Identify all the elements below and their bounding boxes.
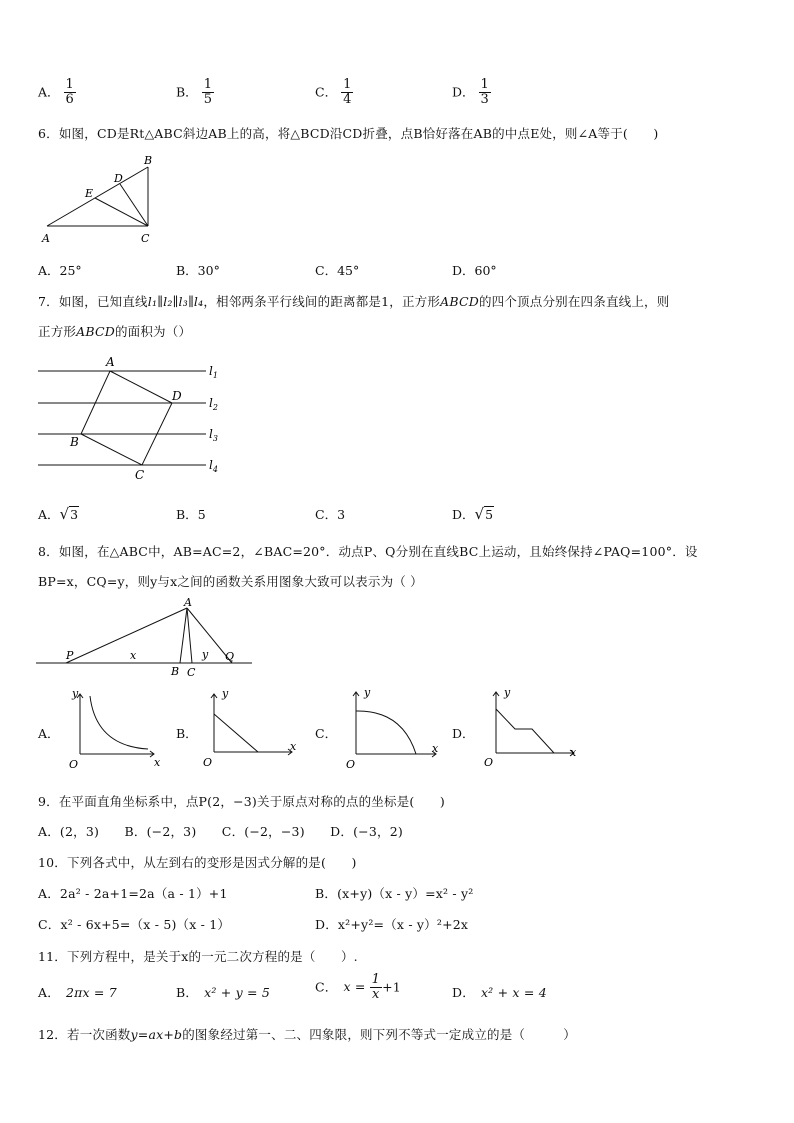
q11-option-c: C． x = $\frac{1}{x}$ +1 — [315, 972, 401, 1003]
q8-graph-b — [198, 686, 302, 772]
q6-label-c: C — [141, 232, 150, 245]
q6-figure — [40, 152, 170, 247]
q11-text: 11．下列方程中，是关于x的一元二次方程的是（ ）. — [38, 949, 358, 964]
q8-graph-d — [480, 684, 584, 772]
graph-d-y: y — [504, 686, 511, 699]
q8-label-c: C — [187, 666, 196, 679]
graph-a-x: x — [154, 756, 161, 769]
q7-option-c: C．3 — [315, 507, 346, 522]
q7-label-l3: $l_3$ — [209, 427, 218, 443]
q8-option-a-label: A． — [38, 726, 60, 741]
q10-option-d: D．x²+y²=（x - y）²+2x — [315, 917, 469, 932]
graph-c-x: x — [432, 742, 439, 755]
graph-b-x: x — [290, 740, 297, 753]
q6-label-d: D — [114, 172, 123, 185]
q10-option-c: C．x² - 6x+5=（x - 5)（x - 1） — [38, 917, 231, 932]
q7-label-l2: $l_2$ — [209, 396, 218, 412]
q7-text-line2: 正方形ABCD的面积为（） — [38, 324, 192, 339]
q8-option-d-label: D． — [452, 726, 475, 741]
q8-text-line2: BP=x，CQ=y，则y与x之间的函数关系用图象大致可以表示为（ ） — [38, 574, 423, 589]
graph-a-o: O — [69, 758, 79, 771]
graph-a-y: y — [72, 687, 79, 700]
graph-c-o: O — [346, 758, 356, 771]
q6-label-b: B — [144, 154, 153, 167]
q7-label-c: C — [135, 468, 145, 482]
graph-b-o: O — [203, 756, 213, 769]
q8-label-b: B — [171, 665, 180, 678]
q8-label-q: Q — [225, 650, 235, 663]
q10-text: 10．下列各式中，从左到右的变形是因式分解的是( ) — [38, 855, 357, 870]
q6-label-a: A — [42, 232, 50, 245]
q10-option-b: B．(x+y)（x - y）=x² - y² — [315, 886, 474, 901]
q8-option-c-label: C． — [315, 726, 338, 741]
sqrt-symbol: √ — [59, 505, 70, 523]
q8-graph-a — [64, 686, 168, 772]
sqrt-symbol: √ — [474, 505, 485, 523]
q6-option-d: D．60° — [452, 263, 497, 278]
graph-b-y: y — [222, 687, 229, 700]
q7-label-d: D — [172, 389, 182, 403]
q6-option-a: A．25° — [38, 263, 82, 278]
q8-label-p: P — [66, 649, 74, 662]
q7-option-d: D．√5 — [452, 505, 494, 523]
q8-graph-c — [340, 684, 444, 774]
graph-d-x: x — [570, 746, 577, 759]
q5-option-b: B． $\frac{1}{5}$ — [176, 77, 212, 108]
q8-label-y: y — [202, 648, 209, 661]
q6-option-c: C．45° — [315, 263, 360, 278]
q9-options: A．(2，3) B．(−2，3) C．(−2，−3) D．(−3，2) — [38, 824, 403, 839]
q7-label-b: B — [70, 435, 79, 449]
q12-text: 12．若一次函数y=ax+b的图象经过第一、二、四象限，则下列不等式一定成立的是（ ） — [38, 1027, 576, 1042]
q5-option-c: C． $\frac{1}{4}$ — [315, 77, 352, 108]
q11-option-a: A． 2πx = 7 — [38, 985, 117, 1000]
q11-option-b: B． x² + y = 5 — [176, 985, 271, 1000]
q6-text: 6．如图，CD是Rt△ABC斜边AB上的高，将△BCD沿CD折叠，点B恰好落在AB的中点E处，则∠A等于( ) — [38, 126, 659, 141]
q8-option-b-label: B． — [176, 726, 198, 741]
q7-text-line1: 7．如图，已知直线l₁∥l₂∥l₃∥l₄，相邻两条平行线间的距离都是1，正方形ABCD的四个顶点分别在四条直线上，则 — [38, 294, 670, 309]
graph-d-o: O — [484, 756, 494, 769]
q8-figure — [34, 596, 256, 682]
q7-option-a: A．√3 — [38, 505, 79, 523]
q5-option-d: D． $\frac{1}{3}$ — [452, 77, 489, 108]
q7-label-l1: $l_1$ — [209, 364, 218, 380]
q8-label-a: A — [184, 596, 192, 609]
q8-text-line1: 8．如图，在△ABC中，AB=AC=2，∠BAC=20°．动点P、Q分别在直线BC上运动，且始终保持∠PAQ=100°．设 — [38, 544, 698, 559]
q6-option-b: B．30° — [176, 263, 220, 278]
q9-text: 9．在平面直角坐标系中，点P(2，−3)关于原点对称的点的坐标是( ) — [38, 794, 445, 809]
q7-label-l4: $l_4$ — [209, 458, 218, 474]
q8-label-x: x — [130, 649, 137, 662]
q11-option-d: D． x² + x = 4 — [452, 985, 547, 1000]
graph-c-y: y — [364, 686, 371, 699]
q7-option-b: B．5 — [176, 507, 206, 522]
q7-figure — [34, 352, 234, 482]
q5-option-a: A． $\frac{1}{6}$ — [38, 77, 74, 108]
q10-option-a: A．2a² - 2a+1=2a（a - 1）+1 — [38, 886, 228, 901]
q7-label-a: A — [106, 355, 115, 369]
q6-label-e: E — [85, 187, 94, 200]
